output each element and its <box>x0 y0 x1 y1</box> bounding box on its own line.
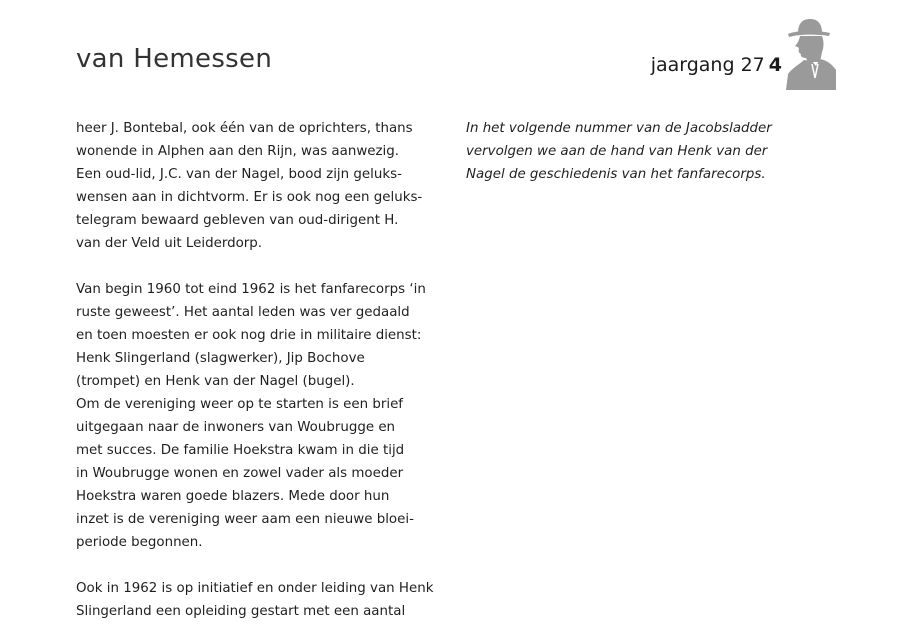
paragraph-opening: heer J. Bontebal, ook één van de oprichters, thans wonende in Alphen aan den Rijn, was aanwezig. Een oud-lid, J.C. van der Nagel, bood zijn geluks- wensen aan in dichtvorm. Er is ook nog een geluks- telegram bewaard gebleven van oud-dirigent H. van der Veld uit Leiderdorp. <box>76 121 423 251</box>
issue-label <box>651 54 782 76</box>
page-number: 4 <box>768 54 782 76</box>
paragraph-1962-training: Ook in 1962 is op initiatief en onder leiding van Henk Slingerland een opleiding gestart met een aantal <box>76 581 434 619</box>
paragraph-restart: Om de vereniging weer op te starten is een brief uitgegaan naar de inwoners van Woubrugge en met succes. De familie Hoekstra kwam in die tijd in Woubrugge wonen en zowel vader als moeder Hoekstra waren goede blazers. Mede door hun inzet is de vereniging weer aam een nieuwe bloei- periode begonnen. <box>76 397 414 550</box>
right-text-column <box>466 117 826 186</box>
paragraph-next-issue: In het volgende nummer van de Jacobsladder vervolgen we aan de hand van Henk van der Nagel de geschiedenis van het fanfarecorps. <box>466 121 772 182</box>
page-header-title: van Hemessen <box>76 44 273 74</box>
silhouette-man-with-hat-icon <box>782 14 836 90</box>
paragraph-1960-1962: Van begin 1960 tot eind 1962 is het fanfarecorps ‘in ruste geweest’. Het aantal leden was ver gedaald en toen moesten er ook nog drie in militaire dienst: Henk Slingerland (slagwerker), Jip Bochove (trompet) en Henk van der Nagel (bugel). <box>76 282 426 389</box>
left-text-column <box>76 117 446 623</box>
issue-volume: jaargang 27 <box>650 54 765 76</box>
